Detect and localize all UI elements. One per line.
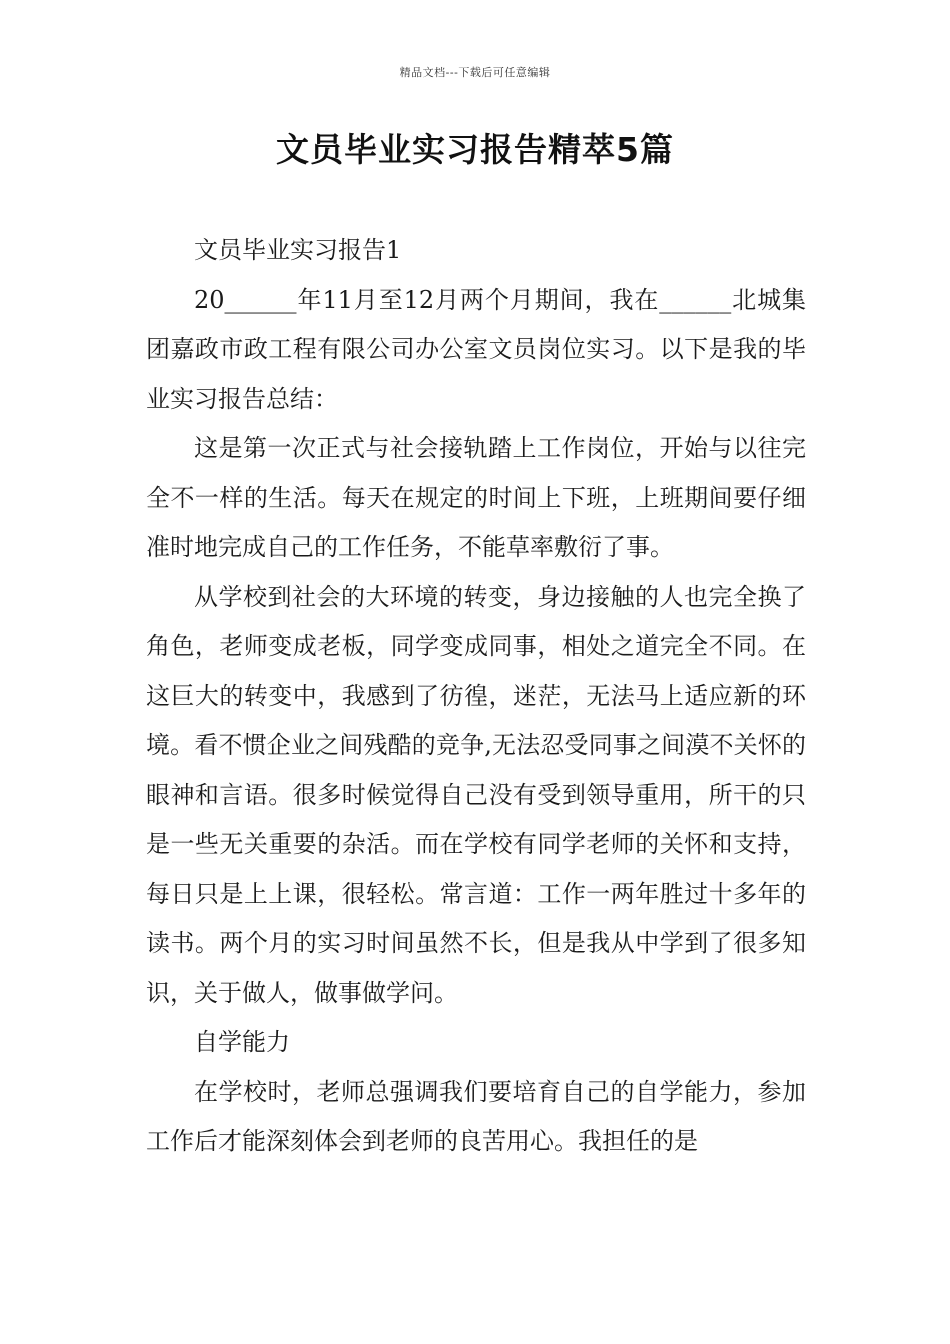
- paragraph-self-learning: 在学校时，老师总强调我们要培育自己的自学能力，参加工作后才能深刻体会到老师的良苦用心。我担任的是: [146, 1077, 806, 1155]
- section-heading-self-learning: 自学能力: [194, 1028, 290, 1056]
- paragraph-environment-change: 从学校到社会的大环境的转变，身边接触的人也完全换了角色，老师变成老板，同学变成同事，相处之道完全不同。在这巨大的转变中，我感到了彷徨，迷茫，无法马上适应新的环境。看不惯企业之间残酷的竞争,无法忍受同事之间漠不关怀的眼神和言语。很多时候觉得自己没有受到领导重用，所干的只是一些无关重要的杂活。而在学校有同学老师的关怀和支持，每日只是上上课，很轻松。常言道：工作一两年胜过十多年的读书。两个月的实习时间虽然不长，但是我从中学到了很多知识，关于做人，做事做学问。: [146, 582, 806, 1007]
- document-body: [146, 226, 806, 1167]
- section-heading-report-1: 文员毕业实习报告1: [194, 236, 402, 264]
- paragraph-intro: 20______年11月至12月两个月期间，我在______北城集团嘉政市政工程有限公司办公室文员岗位实习。以下是我的毕业实习报告总结：: [146, 285, 806, 413]
- document-title: 文员毕业实习报告精萃5篇: [276, 130, 674, 169]
- paragraph-first-job: 这是第一次正式与社会接轨踏上工作岗位，开始与以往完全不一样的生活。每天在规定的时间上下班，上班期间要仔细准时地完成自己的工作任务，不能草率敷衍了事。: [146, 434, 806, 561]
- header-note: 精品文档---下载后可任意编辑: [399, 66, 551, 79]
